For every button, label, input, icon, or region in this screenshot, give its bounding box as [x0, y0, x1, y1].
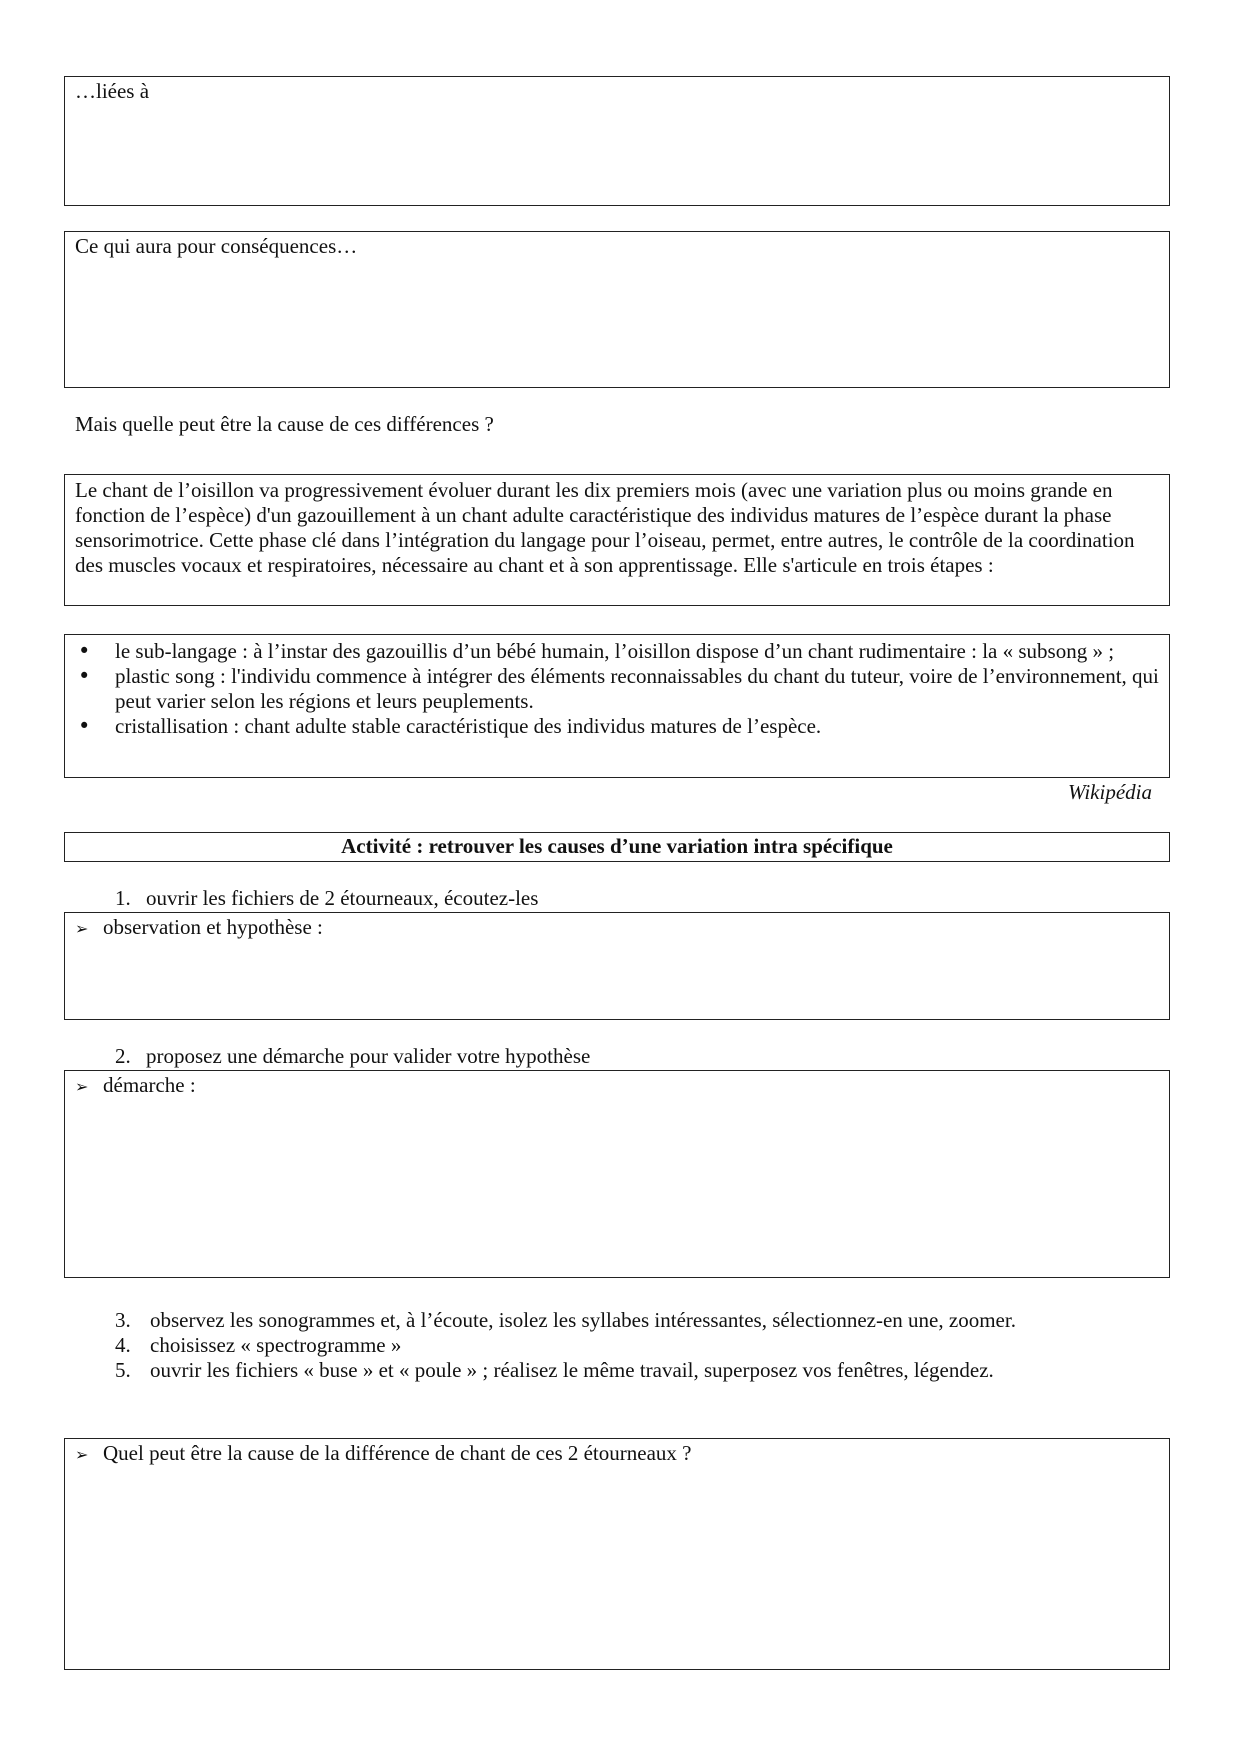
answer-box-liees[interactable] — [64, 76, 1170, 206]
step-item — [115, 1308, 1165, 1333]
step-number: 1. — [115, 886, 131, 910]
bullet-icon: • — [78, 664, 91, 688]
step-text: ouvrir les fichiers « buse » et « poule » ; réalisez le même travail, superposez vos fenêtres, légendez. — [150, 1358, 994, 1382]
step-number: 4. — [115, 1333, 131, 1357]
box-liees-label: …liées à — [75, 79, 150, 103]
step-number: 5. — [115, 1358, 131, 1382]
arrow-icon: ➢ — [75, 1445, 89, 1464]
activity-title: Activité : retrouver les causes d’une variation intra spécifique — [341, 834, 893, 858]
step-item — [115, 1358, 1165, 1383]
question-cause: Mais quelle peut être la cause de ces différences ? — [75, 412, 494, 436]
step-number: 2. — [115, 1044, 131, 1068]
step-text: ouvrir les fichiers de 2 étourneaux, écoutez-les — [146, 886, 539, 910]
answer-box-consequences[interactable] — [64, 231, 1170, 388]
stage-item — [65, 714, 1159, 739]
arrow-icon: ➢ — [75, 1077, 89, 1096]
steps-list — [115, 1308, 1165, 1383]
activity-title-box — [64, 832, 1170, 862]
bullet-icon: • — [78, 714, 91, 738]
answer-label-demarche: démarche : — [103, 1073, 196, 1097]
answer-box-cause[interactable] — [64, 1438, 1170, 1670]
answer-label-cause: Quel peut être la cause de la différence de chant de ces 2 étourneaux ? — [103, 1441, 692, 1465]
stage-text: le sub-langage : à l’instar des gazouillis d’un bébé humain, l’oisillon dispose d’un chant rudimentaire : la « subsong » ; — [115, 639, 1115, 663]
answer-box-demarche[interactable] — [64, 1070, 1170, 1278]
step-text: observez les sonogrammes et, à l’écoute, isolez les syllabes intéressantes, sélectionnez-en une, zoomer. — [150, 1308, 1016, 1332]
bullet-icon: • — [78, 639, 91, 663]
step-2 — [115, 1044, 590, 1069]
step-1 — [115, 886, 538, 911]
answer-box-observation[interactable] — [64, 912, 1170, 1020]
stage-item — [65, 664, 1159, 714]
intro-paragraph-box — [64, 474, 1170, 606]
stages-box — [64, 634, 1170, 778]
stage-item — [65, 639, 1159, 664]
stage-text: plastic song : l'individu commence à intégrer des éléments reconnaissables du chant du tuteur, voire de l’environnement, qui peut varier selon les régions et leurs peuplements. — [115, 664, 1159, 713]
step-item — [115, 1333, 1165, 1358]
arrow-icon: ➢ — [75, 919, 89, 938]
stage-text: cristallisation : chant adulte stable caractéristique des individus matures de l’espèce. — [115, 714, 822, 738]
source-citation: Wikipédia — [1068, 780, 1152, 804]
step-text: choisissez « spectrogramme » — [150, 1333, 402, 1357]
step-number: 3. — [115, 1308, 131, 1332]
box-consequences-label: Ce qui aura pour conséquences… — [75, 234, 358, 258]
answer-label-observation: observation et hypothèse : — [103, 915, 323, 939]
stages-list — [65, 635, 1169, 739]
intro-paragraph: Le chant de l’oisillon va progressivement évoluer durant les dix premiers mois (avec une variation plus ou moins grande en fonction de l’espèce) d'un gazouillement à un chant adulte caractéristique des individus matures de l’espèce durant la phase sensorimotrice. Cette phase clé dans l’intégration du langage pour l’oiseau, permet, entre autres, le contrôle de la coordination des muscles vocaux et respiratoires, nécessaire au chant et à son apprentissage. Elle s'articule en trois étapes : — [75, 478, 1135, 577]
step-text: proposez une démarche pour valider votre hypothèse — [146, 1044, 591, 1068]
